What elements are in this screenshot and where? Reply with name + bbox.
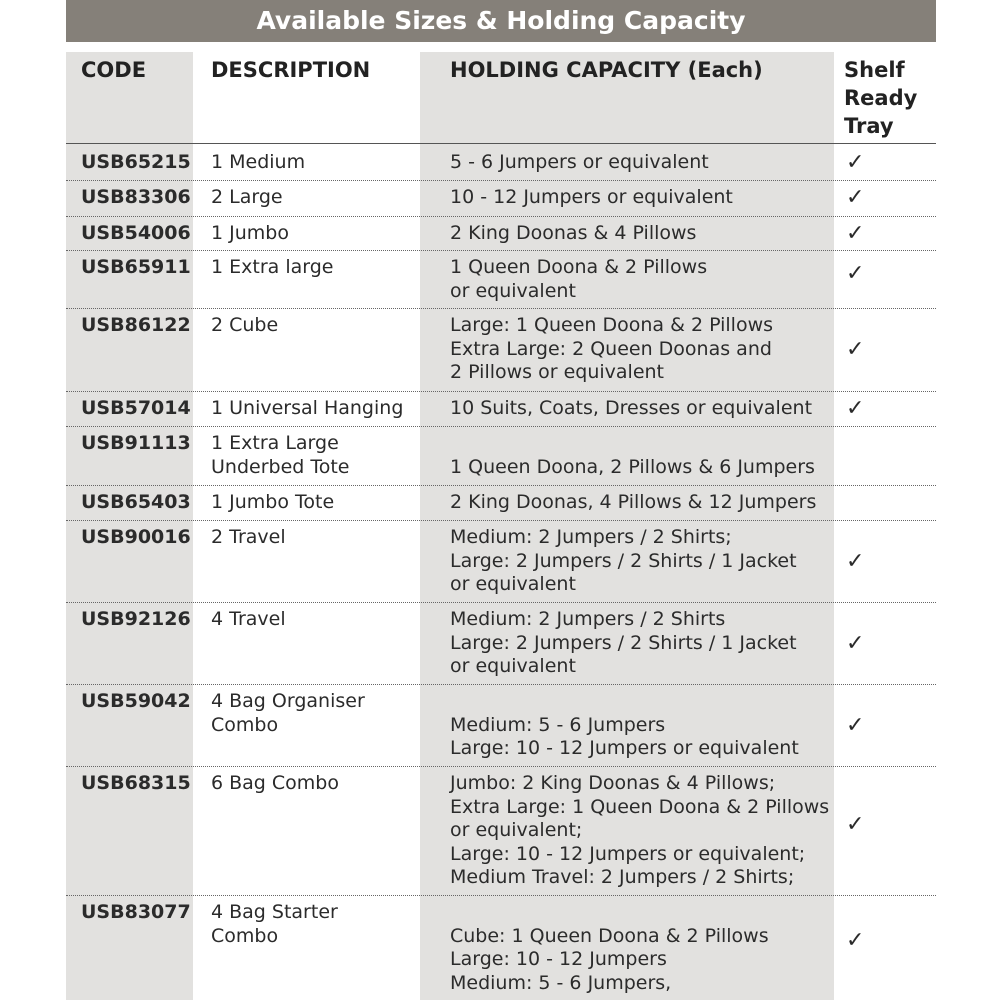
table-row (66, 308, 936, 391)
description-line: 6 Bag Combo (211, 772, 339, 794)
product-description (211, 222, 289, 246)
capacity-line: Medium Travel: 2 Jumpers / 2 Shirts; (450, 866, 795, 888)
table-row (66, 426, 936, 485)
holding-capacity (450, 186, 733, 210)
capacity-line: or equivalent; (450, 819, 583, 841)
description-line: 4 Bag Starter (211, 901, 338, 923)
description-line: 2 Cube (211, 314, 279, 336)
description-line: 4 Travel (211, 608, 286, 630)
table-row (66, 602, 936, 684)
capacity-line: 5 - 6 Jumpers or equivalent (450, 151, 709, 173)
product-code: USB90016 (81, 526, 191, 548)
holding-capacity (450, 432, 815, 479)
product-description (211, 491, 334, 515)
table-row (66, 684, 936, 766)
header-shelf-line: Ready (844, 86, 918, 110)
capacity-line: Cube: 1 Queen Doona & 2 Pillows (450, 924, 769, 947)
holding-capacity (450, 397, 812, 421)
product-code: USB65403 (81, 491, 191, 513)
checkmark-icon: ✓ (846, 812, 865, 837)
product-code: USB91113 (81, 432, 191, 454)
description-line: Combo (211, 713, 279, 736)
holding-capacity (450, 491, 816, 515)
description-line: Combo (211, 924, 279, 947)
product-code: USB68315 (81, 772, 191, 794)
checkmark-icon: ✓ (846, 261, 865, 286)
holding-capacity (450, 526, 797, 597)
table-row (66, 766, 936, 895)
description-line: 1 Extra large (211, 256, 334, 278)
table-row (66, 216, 936, 250)
checkmark-icon: ✓ (846, 185, 865, 210)
capacity-line: Large: 10 - 12 Jumpers or equivalent; (450, 842, 806, 865)
description-line: 1 Extra Large (211, 432, 339, 454)
product-description (211, 314, 278, 338)
holding-capacity (450, 222, 696, 246)
capacity-line: Medium: 5 - 6 Jumpers, (450, 971, 672, 994)
description-line: 2 Large (211, 186, 283, 208)
header-shelf-line: Shelf (844, 58, 905, 82)
checkmark-icon: ✓ (846, 221, 865, 246)
holding-capacity (450, 608, 797, 679)
capacity-line: 10 - 12 Jumpers or equivalent (450, 186, 733, 208)
capacity-line: 10 Suits, Coats, Dresses or equivalent (450, 397, 813, 419)
capacity-line: or equivalent (450, 655, 576, 677)
capacity-line: Large: 1 Queen Doona & 2 Pillows (450, 314, 774, 336)
product-description (211, 526, 286, 550)
table-title: Available Sizes & Holding Capacity (66, 0, 936, 42)
capacity-line: Large: 2 Jumpers / 2 Shirts / 1 Jacket (450, 549, 797, 572)
capacity-line: or equivalent (450, 279, 576, 302)
product-description (211, 608, 286, 632)
table-row (66, 250, 936, 308)
product-code: USB57014 (81, 397, 191, 419)
product-description (211, 772, 339, 796)
description-line: 1 Medium (211, 151, 306, 173)
capacity-line: Medium: 5 - 6 Jumpers (450, 713, 666, 736)
capacity-line: Extra Large: 2 Queen Doonas and (450, 337, 772, 360)
product-code: USB54006 (81, 222, 191, 244)
holding-capacity (450, 314, 773, 385)
capacity-line: Medium: 2 Jumpers / 2 Shirts (450, 608, 726, 630)
product-description (211, 432, 350, 479)
capacity-line: Large: 10 - 12 Jumpers or equivalent (450, 737, 799, 759)
header-shelf-line: Tray (844, 114, 894, 138)
capacity-line: Large: 2 Jumpers / 2 Shirts / 1 Jacket (450, 631, 797, 654)
holding-capacity (450, 772, 829, 890)
checkmark-icon: ✓ (846, 631, 865, 656)
capacity-line: 1 Queen Doona, 2 Pillows & 6 Jumpers (450, 455, 815, 478)
capacity-line (450, 690, 799, 714)
description-line: 1 Universal Hanging (211, 397, 404, 419)
product-description (211, 901, 338, 948)
product-code: USB59042 (81, 690, 191, 712)
table-row (66, 485, 936, 520)
product-description (211, 690, 365, 737)
product-code: USB65911 (81, 256, 191, 278)
holding-capacity (450, 901, 769, 995)
holding-capacity (450, 256, 707, 303)
capacity-line: Extra Large: 1 Queen Doona & 2 Pillows (450, 795, 830, 818)
product-code: USB83306 (81, 186, 191, 208)
capacity-line: or equivalent (450, 573, 576, 595)
product-description (211, 186, 283, 210)
holding-capacity (450, 690, 799, 761)
capacity-line: Large: 10 - 12 Jumpers (450, 948, 667, 970)
product-code: USB65215 (81, 151, 191, 173)
table-row (66, 895, 936, 1000)
table-row (66, 391, 936, 426)
description-line: 2 Travel (211, 526, 286, 548)
description-line: 1 Jumbo Tote (211, 491, 335, 513)
description-line: 4 Bag Organiser (211, 690, 365, 712)
table-row (66, 180, 936, 216)
description-line: Underbed Tote (211, 455, 350, 478)
checkmark-icon: ✓ (846, 713, 865, 738)
holding-capacity (450, 151, 709, 175)
product-description (211, 151, 305, 175)
capacity-line (450, 901, 769, 925)
capacity-line: 2 Pillows or equivalent (450, 361, 665, 383)
product-description (211, 397, 403, 421)
capacity-line: 2 King Doonas & 4 Pillows (450, 222, 697, 244)
checkmark-icon: ✓ (846, 396, 865, 421)
capacity-line: 2 King Doonas, 4 Pillows & 12 Jumpers (450, 491, 817, 513)
header-shelf-ready-tray (844, 56, 934, 140)
product-code: USB92126 (81, 608, 191, 630)
header-code: CODE (81, 58, 147, 82)
table-row (66, 145, 936, 180)
checkmark-icon: ✓ (846, 549, 865, 574)
checkmark-icon: ✓ (846, 928, 865, 953)
header-description: DESCRIPTION (211, 58, 371, 82)
capacity-line: 1 Queen Doona & 2 Pillows (450, 256, 708, 278)
capacity-line (450, 432, 815, 456)
product-code: USB86122 (81, 314, 191, 336)
table-row (66, 520, 936, 602)
product-code: USB83077 (81, 901, 191, 923)
capacity-line: Jumbo: 2 King Doonas & 4 Pillows; (450, 772, 776, 794)
description-line: 1 Jumbo (211, 222, 289, 244)
product-description (211, 256, 333, 280)
capacity-line: Medium: 2 Jumpers / 2 Shirts; (450, 526, 732, 548)
header-divider (66, 143, 936, 144)
checkmark-icon: ✓ (846, 337, 865, 362)
checkmark-icon: ✓ (846, 150, 865, 175)
header-capacity: HOLDING CAPACITY (Each) (450, 58, 763, 82)
